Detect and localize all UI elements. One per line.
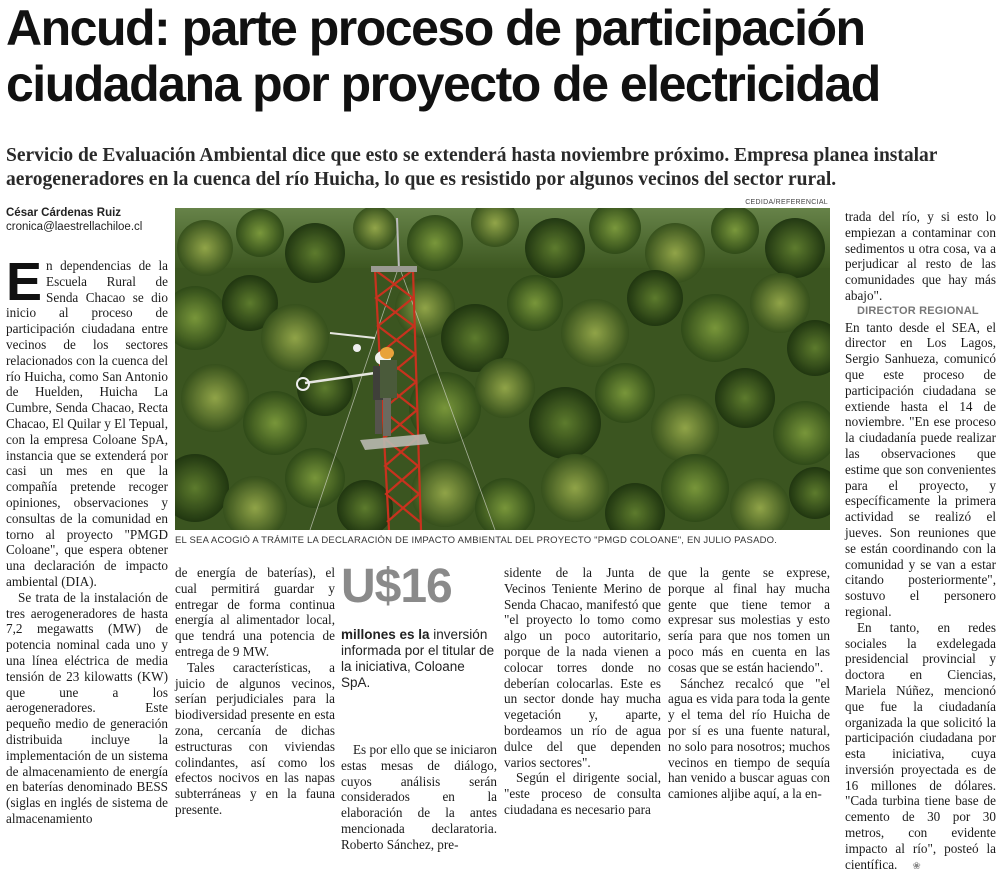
- paragraph: trada del río, y si esto lo empiezan a contaminar con sedimentos u otra cosa, va a perjudicar al resto de las comunidades que hay más abajo".: [845, 209, 996, 303]
- photo-aerial-tower: [175, 208, 830, 530]
- column-2: [175, 565, 335, 818]
- drop-cap: E: [6, 252, 43, 312]
- column-1: [6, 252, 168, 827]
- headline-line-2: ciudadana por proyecto de electricidad: [6, 56, 880, 112]
- subhead-director-regional: DIRECTOR REGIONAL: [857, 304, 979, 317]
- pull-quote-bold: millones es la: [341, 627, 430, 642]
- paragraph: sidente de la Junta de Vecinos Teniente Merino de Senda Chacao, manifestó que "el proyecto lo tomo como algo un poco autoritario, porque de la nada vienen a colocar torres donde no deberían colocarlas. Este es un sector donde hay mucha vegetación y, aparte, bordeamos un río de agua dulce del que dependen varios sectores".: [504, 565, 661, 770]
- deck-line-2: aerogeneradores en la cuenca del río Huicha, lo que es resistido por algunos vecinos del sector rural.: [6, 169, 837, 190]
- headline-line-1: Ancud: parte proceso de participación: [6, 0, 865, 56]
- column-6: [845, 209, 996, 874]
- author-email: cronica@laestrellachiloe.cl: [6, 221, 143, 233]
- paragraph: de energía de baterías), el cual permitirá guardar y entregar de forma continua energía al alimentador local, que tendrá una potencia de entrega de 9 MW.: [175, 565, 335, 659]
- end-mark-icon: ❀: [912, 860, 921, 872]
- column-5: [668, 565, 830, 802]
- paragraph: Es por ello que se iniciaron estas mesas de diálogo, cuyos análisis serán considerados en la elaboración de la antes mencionada declaratoria. Roberto Sánchez, pre-: [341, 742, 497, 852]
- pull-quote-text: [341, 627, 497, 691]
- deck-line-1: Servicio de Evaluación Ambiental dice que esto se extenderá hasta noviembre próximo. Empresa planea instalar: [6, 145, 938, 166]
- paragraph-text: En tanto, en redes sociales la exdelegada presidencial provincial y doctora en Ciencias, Mariela Núñez, mencionó que fue la ciudadanía organizada la que solicitó la participación ciudadana por esta iniciativa, cuya inversión proyectada es de 16 millones de dólares. "Cada turbina tiene base de cemento de 30 por 30 metros, con evidente impacto al río", posteó la científica.: [845, 619, 996, 872]
- photo-credit: CEDIDA/REFERENCIAL: [745, 199, 828, 206]
- pull-quote-figure: U$16: [341, 560, 452, 613]
- paragraph: Tales características, a juicio de algunos vecinos, serían perjudiciales para la biodiversidad presente en esta zona, cercanía de dichas estructuras con viviendas colindantes, así como los efectos nocivos en las napas subterráneas y en la fauna presente.: [175, 659, 335, 817]
- headline: [6, 0, 996, 112]
- paragraph: Sánchez recalcó que "el agua es vida para toda la gente y el tema del río Huicha de por sí es una fuente natural, no solo para nosotros; muchos vecinos en tiempo de sequía han venido a buscar aguas con camiones aljibe aquí, a la en-: [668, 675, 830, 802]
- column-3: [341, 742, 497, 853]
- pull-quote-rest: inversión informada por el titular de la iniciativa, Coloane SpA.: [341, 627, 495, 690]
- paragraph-text: n dependencias de la Escuela Rural de Senda Chacao se dio inicio al proceso de participación ciudadana entre vecinos de los sectores relacionados con la cuenca del río Huicha, como San Antonio de Huelden, Huicha La Cumbre, Senda Chacao, Recta Chacao, El Quilar y El Tepual, con la empresa Coloane SpA, instancia que se extenderá por casi un mes en que la compañía pretende recoger opiniones, observaciones y consultas de la comunidad en torno al proyecto "PMGD Coloane", que espera obtener una declaración de impacto ambiental (DIA).: [6, 258, 168, 589]
- deck: [6, 144, 996, 192]
- paragraph: [845, 620, 996, 874]
- paragraph: que la gente se exprese, porque al final hay mucha gente que tiene temor a expresar sus molestias y esto sería para que nos tomen un poco más en cuenta en las cosas que se están haciendo".: [668, 565, 830, 675]
- paragraph: En tanto desde el SEA, el director en Los Lagos, Sergio Sanhueza, comunicó que este proceso de participación ciudadana se extiende hasta el 14 de noviembre. "En ese proceso la ciudadanía puede realizar las observaciones que estime que son convenientes para el proyecto, y específicamente la primera actividad se realizó el jueves. Son reuniones que se están coordinando con la comunidad y se van a estar citando posteriormente", sostuvo el personero regional.: [845, 319, 996, 619]
- paragraph: Se trata de la instalación de tres aerogeneradores de hasta 7,2 megawatts (MW) de potencia nominal cada uno y una línea eléctrica de media tensión de 23 kilowatts (KW) que une a los aerogeneradores. Este pequeño medio de generación distribuida incluye la implementación de un sistema de almacenamiento de energía en baterías denominado BESS (siglas en inglés de sistema de almacenamiento: [6, 589, 168, 826]
- pull-quote: [341, 560, 497, 691]
- author-name: César Cárdenas Ruiz: [6, 207, 122, 219]
- column-4: [504, 565, 661, 818]
- paragraph: [6, 252, 168, 590]
- paragraph: Según el dirigente social, "este proceso de consulta ciudadana es necesario para: [504, 770, 661, 817]
- byline: [6, 206, 142, 234]
- photo-caption: EL SEA ACOGIÓ A TRÁMITE LA DECLARACIÓN DE IMPACTO AMBIENTAL DEL PROYECTO "PMGD COLOANE", EN JULIO PASADO.: [175, 535, 778, 546]
